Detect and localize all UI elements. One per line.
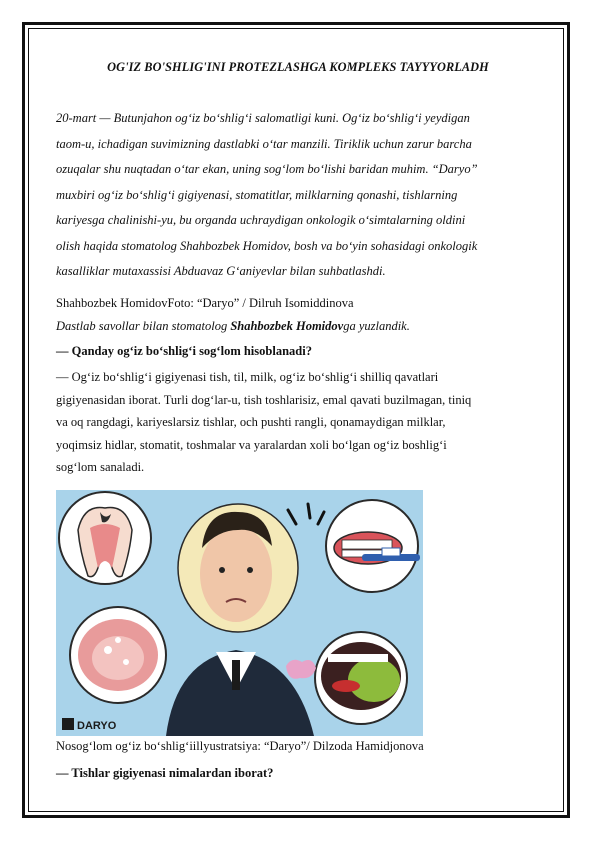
intro-line: kasalliklar mutaxassisi Abduavaz G‘aniyevlar bilan suhbatlashdi.: [56, 264, 386, 278]
answer-line: — Og‘iz bo‘shlig‘i gigiyenasi tish, til, milk, og‘iz bo‘shlig‘i shilliq qavatlari: [56, 370, 439, 384]
intro-line: kariyesga chalinishi-yu, bu organda uchraydigan onkologik o‘simtalarning oldini: [56, 213, 466, 227]
answer-line: gigiyenasidan iborat. Turli dog‘lar-u, tish toshlarisiz, emal qavati buzilmagan, tiniq: [56, 392, 472, 407]
intro-paragraph: [56, 106, 536, 285]
illustration-svg: [56, 490, 423, 736]
inflamed-gums-icon: [70, 607, 166, 703]
answer-paragraph: [56, 366, 542, 479]
intro-line: muxbiri og‘iz bo‘shlig‘i gigiyenasi, stomatitlar, milklarning qonashi, tishlarning: [56, 187, 458, 202]
intro-line: ozuqalar shu nuqtadan o‘tar ekan, uning sog‘lom bo‘lishi baridan muhim. “Daryo”: [56, 162, 478, 176]
question-heading: — Qanday og‘iz bo‘shlig‘i sog‘lom hisoblanadi?: [56, 344, 312, 358]
intro-line: 20-mart — Butunjahon og‘iz bo‘shlig‘i salomatligi kuni. Og‘iz bo‘shlig‘i yeydigan: [56, 111, 470, 125]
question-heading-2: — Tishlar gigiyenasi nimalardan iborat?: [56, 766, 274, 780]
illustration-caption: Nosog‘lom og‘iz bo‘shlig‘i​illyustratsiya: “Daryo”/ Dilzoda Hamidjonova: [56, 739, 424, 753]
photo-credit: Shahbozbek HomidovFoto: “Daryo” / Dilruh Isomiddinova: [56, 296, 354, 310]
lead-sentence: [56, 319, 410, 334]
intro-line: olish haqida stomatolog Shahbozbek Homidov, bosh va bo‘yin sohasidagi onkologik: [56, 238, 478, 253]
answer-line: sog‘lom sanaladi.: [56, 460, 145, 474]
illustration: [56, 490, 423, 736]
lead-before: Dastlab savollar bilan stomatolog: [56, 319, 231, 333]
toothbrush-icon: [326, 500, 420, 592]
daryo-logo: [62, 718, 117, 732]
intro-line: taom-u, ichadigan suvimizning dastlabki o‘tar manzili. Tiriklik uchun zarur barcha: [56, 136, 472, 151]
lead-after: ga yuzlandik.: [343, 319, 410, 333]
logo-text: DARYO: [77, 720, 117, 732]
answer-line: yoqimsiz hidlar, stomatit, toshmalar va yaralardan xoli bo‘lgan og‘iz boshlig‘i: [56, 437, 447, 452]
article-title: OG'IZ BO'SHLIG'INI PROTEZLASHGA KOMPLEKS TAYYYORLADH: [107, 60, 489, 74]
tooth-cross-section-icon: [59, 492, 151, 584]
lead-name: Shahbozbek Homidov: [230, 319, 344, 333]
answer-line: va oq rangdagi, kariyeslarsiz tishlar, och pushti rangli, qonamaydigan milklar,: [56, 415, 446, 429]
coated-tongue-icon: [315, 632, 407, 724]
